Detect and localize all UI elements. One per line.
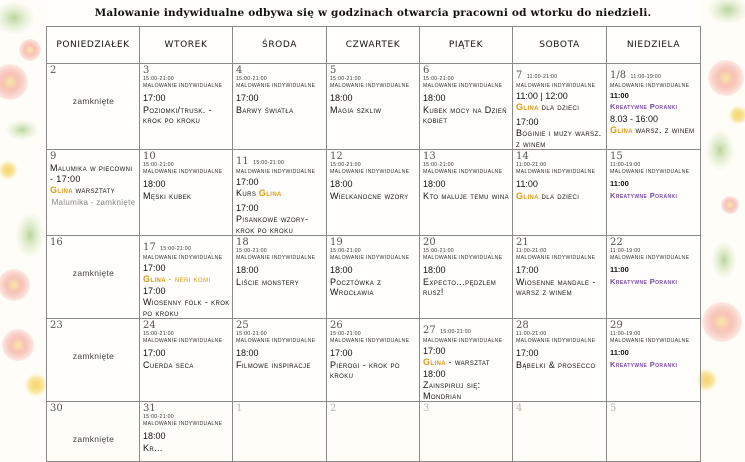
- event-name: Poziomki/trusk. - krok po kroku: [143, 104, 212, 125]
- day-number: 3: [423, 403, 430, 414]
- day-number: 9: [50, 151, 57, 162]
- day-number: 5: [610, 403, 617, 414]
- day-header-tue: WTOREK: [140, 27, 233, 64]
- individual-painting-label: MALOWANIE INDYWIDUALNE: [610, 254, 690, 261]
- event-name: Expecto...pędzlem rusz!: [423, 276, 497, 297]
- day-cell: [47, 319, 140, 402]
- opening-hours: 15:00-21:00: [330, 331, 361, 337]
- day-cell: [233, 319, 327, 402]
- opening-hours: 11:00-21:00: [516, 162, 547, 168]
- day-number: 11: [236, 156, 249, 167]
- individual-painting-label: MALOWANIE INDYWIDUALNE: [516, 83, 596, 89]
- day-cell: [327, 236, 420, 319]
- individual-painting-label: MALOWANIE INDYWIDUALNE: [330, 254, 410, 261]
- day-number: 19: [330, 237, 343, 248]
- day-cell: [140, 64, 233, 150]
- event-time: 17:00: [516, 265, 539, 275]
- individual-painting-label: MALOWANIE INDYWIDUALNE: [423, 82, 503, 89]
- day-cell: [420, 236, 513, 319]
- day-cell: [47, 150, 140, 236]
- event-name: Barwy światła: [236, 104, 294, 115]
- event-name: dla dzieci: [541, 190, 580, 201]
- event-time: 17:00: [516, 348, 539, 358]
- opening-hours: 15:00-21:00: [253, 160, 285, 166]
- day-number: 22: [610, 237, 623, 248]
- day-cell: [233, 150, 327, 236]
- individual-painting-label: MALOWANIE INDYWIDUALNE: [516, 168, 596, 175]
- individual-painting-label: MALOWANIE INDYWIDUALNE: [143, 337, 223, 344]
- page-title: Malowanie indywidualne odbywa się w godzinach otwarcia pracowni od wtorku do niedzieli.: [94, 7, 652, 19]
- day-number: 30: [50, 403, 63, 414]
- opening-hours: 15:00-21:00: [330, 76, 361, 82]
- event-time: 18:00: [143, 179, 166, 189]
- event-time: 17:00: [516, 116, 539, 127]
- event-name-creative-mornings: Kreatywne Poranki: [610, 102, 678, 111]
- day-cell: [513, 64, 607, 150]
- day-header-fri: PIĄTEK: [420, 27, 513, 64]
- closed-label: zamknięte: [72, 434, 115, 444]
- day-cell: [607, 402, 701, 462]
- day-number: 14: [516, 151, 529, 162]
- day-number: 27: [423, 325, 436, 336]
- day-cell: [420, 319, 513, 402]
- event-time: 17:00: [330, 348, 353, 358]
- calendar-table: [46, 26, 701, 462]
- event-name: Bąbelki & prosecco: [516, 359, 596, 370]
- day-number: 15: [610, 151, 623, 162]
- event-name: Filmowe inspiracje: [236, 359, 311, 370]
- day-number: 29: [610, 320, 623, 331]
- event-name: Wiosenne mandale - warsz z winem: [516, 276, 596, 297]
- day-number: 17: [143, 242, 156, 253]
- individual-painting-label: MALOWANIE INDYWIDUALNE: [423, 168, 503, 175]
- opening-hours: 15:00-21:00: [440, 329, 472, 335]
- event-name: Pocztówka z Wrocławia: [330, 276, 382, 297]
- individual-painting-label: MALOWANIE INDYWIDUALNE: [610, 83, 690, 89]
- event-time: 17:00: [236, 176, 259, 187]
- event-name: Cuerda seca: [143, 359, 194, 370]
- event-name-creative-mornings: Kreatywne Poranki: [610, 276, 678, 286]
- individual-painting-label: MALOWANIE INDYWIDUALNE: [236, 337, 316, 344]
- day-cell: [140, 402, 233, 462]
- event-time: 17:00: [236, 93, 259, 103]
- opening-hours: 11:00-19:00: [610, 331, 641, 337]
- event-name: Malumika w piecowni - 17:00: [50, 163, 133, 184]
- day-cell: [140, 236, 233, 319]
- day-header-mon: PONIEDZIAŁEK: [47, 27, 140, 64]
- week-row-1: [47, 64, 701, 150]
- event-time: 11:00: [610, 265, 629, 274]
- event-name: Pisankowe wzory- krok po kroku: [236, 214, 309, 235]
- opening-hours: 11:00-19:00: [610, 162, 641, 168]
- day-cell: [420, 402, 513, 462]
- opening-hours: 11:00-19:00: [610, 248, 641, 254]
- opening-hours: 15:00-21:00: [236, 76, 267, 82]
- individual-painting-label: MALOWANIE INDYWIDUALNE: [423, 338, 503, 344]
- event-time: 18:00: [423, 179, 446, 189]
- event-name-glina: Glina: [610, 125, 633, 135]
- day-cell: [47, 236, 140, 319]
- day-cell: [513, 236, 607, 319]
- day-cell: [47, 402, 140, 462]
- opening-hours: 15:00-21:00: [330, 248, 361, 254]
- event-time: 18:00: [423, 368, 446, 379]
- day-cell: [513, 402, 607, 462]
- event-name: Liście monstery: [236, 276, 300, 287]
- day-number: 18: [236, 237, 249, 248]
- day-cell: [327, 402, 420, 462]
- event-name: warsz. z winem: [635, 125, 695, 135]
- event-time: 17:00: [423, 345, 446, 356]
- week-row-4: [47, 319, 701, 402]
- week-row-3: [47, 236, 701, 319]
- day-number: 3: [143, 65, 150, 76]
- day-cell: [47, 64, 140, 150]
- weekday-header-row: [47, 27, 701, 64]
- event-time: 18:00: [330, 179, 353, 189]
- day-cell: [327, 64, 420, 150]
- opening-hours: 15:00-21:00: [423, 162, 454, 168]
- event-name-glina: Glina: [50, 185, 73, 195]
- day-cell: [233, 236, 327, 319]
- opening-hours: 11:00-21:00: [526, 74, 558, 80]
- event-name-creative-mornings: Kreatywne Poranki: [610, 190, 678, 200]
- event-name: Kr...: [143, 442, 163, 453]
- event-time: 11:00 | 12:00: [516, 90, 568, 101]
- event-name-glina: Glina: [516, 190, 539, 201]
- closed-label: zamknięte: [72, 351, 115, 361]
- event-time: 8.03 - 16:00: [610, 113, 659, 124]
- event-name: Kto maluje temu wina: [423, 190, 510, 201]
- day-number: 7: [516, 70, 523, 81]
- opening-hours: 15:00-21:00: [143, 76, 174, 82]
- event-name: - warsztat: [448, 357, 490, 367]
- day-cell: [233, 402, 327, 462]
- event-name-creative-mornings: Kreatywne Poranki: [610, 359, 678, 369]
- individual-painting-label: MALOWANIE INDYWIDUALNE: [143, 420, 223, 427]
- opening-hours: 11:00-21:00: [516, 331, 547, 337]
- event-name: - neri komi: [168, 274, 211, 284]
- event-name: Magia szkliw: [330, 104, 382, 115]
- day-number: 16: [50, 237, 63, 248]
- event-name-glina: Glina: [423, 357, 446, 367]
- individual-painting-label: MALOWANIE INDYWIDUALNE: [516, 337, 596, 344]
- day-number: 13: [423, 151, 436, 162]
- day-cell: [327, 150, 420, 236]
- opening-hours: 11:00-21:00: [516, 248, 547, 254]
- event-time: 17:00: [236, 202, 259, 213]
- event-time: 17:00: [143, 285, 166, 296]
- event-time: 18:00: [143, 431, 166, 441]
- individual-painting-label: MALOWANIE INDYWIDUALNE: [143, 168, 223, 175]
- closed-label: zamknięte: [72, 96, 115, 106]
- day-number: 1/8: [610, 70, 627, 81]
- opening-hours: 11:00-19:00: [630, 74, 662, 80]
- event-name: Zainspiruj się: Mondrian: [423, 380, 481, 401]
- event-time: 17:00: [143, 93, 166, 103]
- day-number: 25: [236, 320, 249, 331]
- event-time: 18:00: [236, 265, 259, 275]
- day-number: 12: [330, 151, 343, 162]
- individual-painting-label: MALOWANIE INDYWIDUALNE: [423, 254, 503, 261]
- day-number: 6: [423, 65, 430, 76]
- day-cell: [607, 319, 701, 402]
- individual-painting-label: MALOWANIE INDYWIDUALNE: [236, 82, 316, 89]
- event-name: dla dzieci: [541, 102, 580, 112]
- opening-hours: 15:00-21:00: [423, 76, 454, 82]
- individual-painting-label: MALOWANIE INDYWIDUALNE: [143, 255, 223, 261]
- individual-painting-label: MALOWANIE INDYWIDUALNE: [330, 168, 410, 175]
- event-time: 11:00: [610, 90, 629, 100]
- event-time: 18:00: [423, 93, 446, 103]
- event-name-glina: Glina: [258, 188, 282, 198]
- day-number: 26: [330, 320, 343, 331]
- event-name: Wiosenny folk - krok po kroku: [143, 297, 230, 318]
- event-time: 18:00: [423, 265, 446, 275]
- day-number: 23: [50, 320, 63, 331]
- opening-hours: 15:00-21:00: [236, 248, 267, 254]
- day-cell: [140, 150, 233, 236]
- event-time: 11:00: [516, 179, 538, 189]
- individual-painting-label: MALOWANIE INDYWIDUALNE: [330, 82, 410, 89]
- individual-painting-label: MALOWANIE INDYWIDUALNE: [143, 82, 223, 89]
- individual-painting-label: MALOWANIE INDYWIDUALNE: [516, 254, 596, 261]
- day-header-sat: SOBOTA: [513, 27, 607, 64]
- opening-hours: 15:00-21:00: [143, 162, 174, 168]
- event-name: Kubek mocy na Dzień kobiet: [423, 104, 507, 125]
- day-number: 28: [516, 320, 529, 331]
- day-number: 10: [143, 151, 156, 162]
- event-time: 11:00: [610, 179, 629, 188]
- day-cell: [327, 319, 420, 402]
- individual-painting-label: MALOWANIE INDYWIDUALNE: [330, 337, 410, 344]
- event-time: 18:00: [330, 265, 353, 275]
- day-number: 21: [516, 237, 529, 248]
- opening-hours: 15:00-21:00: [143, 331, 174, 337]
- event-name-glina: Glina: [143, 274, 166, 284]
- day-cell: [420, 150, 513, 236]
- day-cell: [607, 64, 701, 150]
- event-name: warsztaty: [75, 185, 116, 195]
- event-time: 17:00: [143, 262, 166, 273]
- day-cell: [607, 150, 701, 236]
- day-cell: [607, 236, 701, 319]
- event-name: Wielkanocne wzory: [330, 190, 409, 201]
- day-header-thu: CZWARTEK: [327, 27, 420, 64]
- closed-label: Malumika - zamknięte: [51, 197, 136, 207]
- event-name: Kurs: [236, 188, 257, 198]
- day-number: 2: [330, 403, 337, 414]
- event-time: 18:00: [236, 348, 259, 358]
- day-number: 20: [423, 237, 436, 248]
- opening-hours: 15:00-21:00: [143, 414, 174, 420]
- day-cell: [140, 319, 233, 402]
- day-cell: [420, 64, 513, 150]
- day-header-wed: ŚRODA: [233, 27, 327, 64]
- day-cell: [233, 64, 327, 150]
- day-number: 5: [330, 65, 337, 76]
- day-number: 24: [143, 320, 156, 331]
- event-name: Pierogi - krok po kroku: [330, 359, 400, 380]
- opening-hours: 15:00-21:00: [330, 162, 361, 168]
- opening-hours: 15:00-21:00: [423, 248, 454, 254]
- day-header-sun: NIEDZIELA: [607, 27, 701, 64]
- day-cell: [513, 319, 607, 402]
- individual-painting-label: MALOWANIE INDYWIDUALNE: [236, 254, 316, 261]
- event-time: 18:00: [330, 93, 353, 103]
- event-time: 11:00: [610, 348, 629, 357]
- opening-hours: 15:00-21:00: [160, 246, 192, 252]
- closed-label: zamknięte: [72, 268, 115, 278]
- day-number: 31: [143, 403, 156, 414]
- individual-painting-label: MALOWANIE INDYWIDUALNE: [610, 337, 690, 344]
- week-row-2: [47, 150, 701, 236]
- day-number: 4: [236, 65, 243, 76]
- week-row-5: [47, 402, 701, 462]
- day-cell: [513, 150, 607, 236]
- day-number: 1: [236, 403, 243, 414]
- event-name: Męski kubek: [143, 190, 192, 201]
- event-name-glina: Glina: [516, 102, 539, 112]
- individual-painting-label: MALOWANIE INDYWIDUALNE: [610, 168, 690, 175]
- day-number: 4: [516, 403, 523, 414]
- individual-painting-label: MALOWANIE INDYWIDUALNE: [236, 169, 316, 175]
- event-time: 17:00: [143, 348, 166, 358]
- event-name: Boginie i muzy warsz. z winem: [516, 128, 602, 149]
- day-number: 2: [50, 65, 57, 76]
- opening-hours: 15:00-21:00: [236, 331, 267, 337]
